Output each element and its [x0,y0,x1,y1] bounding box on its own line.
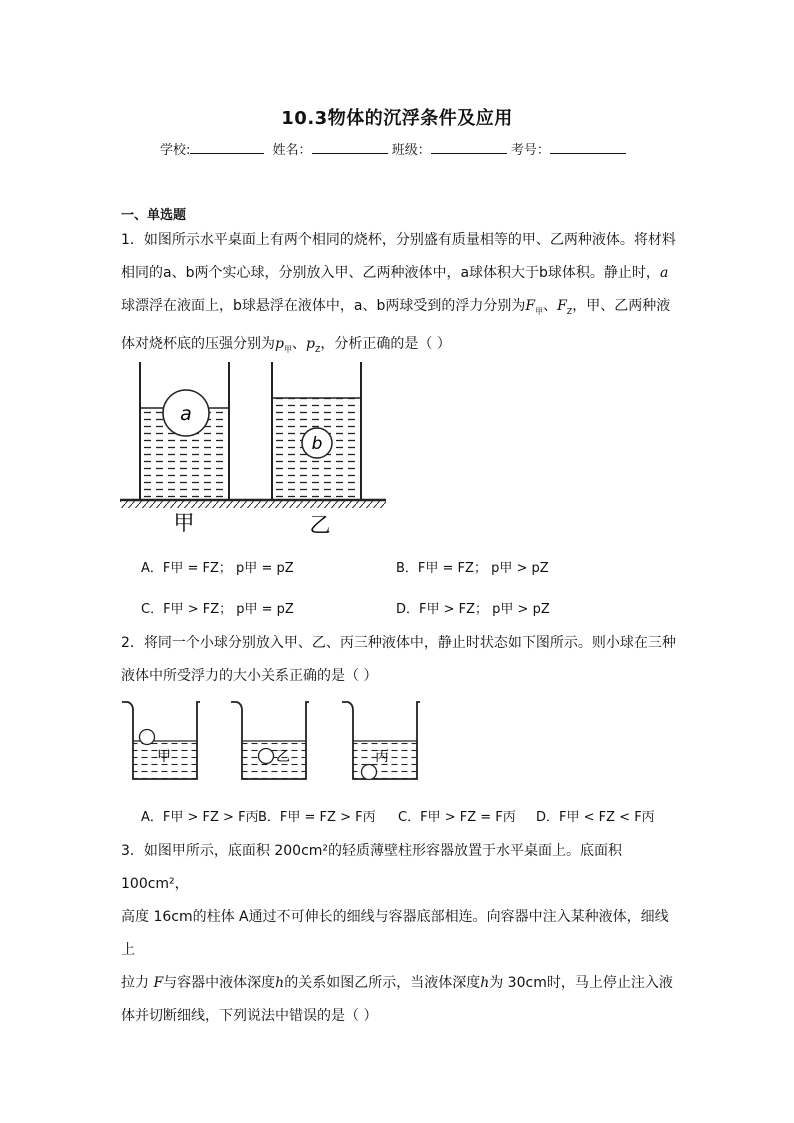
q2-option-a-label: A． [141,810,163,825]
name-label: 姓名： [272,143,312,158]
beaker-label-jia: 甲 [173,511,195,535]
q2-label-bing: 丙 [375,749,389,765]
exam-no-label: 考号： [510,143,550,158]
q1-line-3-text: 球漂浮在液面上，b球悬浮在液体中，a、b两球受到的浮力分别为 [121,298,526,314]
q1-sub-jia-2: 甲 [283,344,292,354]
q3-var-F: F [153,975,164,991]
q3-line-1: 3．如图甲所示，底面积 200cm²的轻质薄壁柱形容器放置于水平桌面上。底面积 100cm²， [121,843,623,892]
q1-option-d-text: F甲 > FZ； p甲 > pZ [419,602,550,617]
q1-beaker-figure [118,360,390,538]
q2-ball-yi [259,749,274,764]
q1-option-d[interactable] [396,598,550,617]
ball-a-label: a [180,403,192,425]
ball-b-label: b [311,434,323,454]
q3-line-3-mid2: 的关系如图乙所示，当液体深度 [284,975,481,991]
q2-option-d-label: D． [536,810,560,825]
class-label: 班级： [391,143,431,158]
q2-option-d-text: F甲 < FZ < F丙 [559,810,655,825]
q2-option-a-text: F甲 > FZ > F丙 [162,810,259,825]
school-blank[interactable] [190,140,264,154]
q1-var-p2: p [305,335,315,352]
q3-line-4: 体并切断细线，下列说法中错误的是（ ） [121,1008,378,1024]
q1-sub-yi: Z [566,306,573,316]
q3-line-3-text: 拉力 [121,975,154,991]
q1-var-p1: p [275,335,284,352]
q2-ball-jia [140,730,155,745]
school-label: 学校: [160,143,191,158]
section-title: 一、单选题 [121,208,187,223]
q1-option-c-label: C． [141,602,164,617]
q1-line-4-tail: ，分析正确的是（ ） [320,335,451,352]
page-title: 10.3物体的沉浮条件及应用 [281,108,513,129]
q2-option-b[interactable] [258,806,376,825]
q2-option-c[interactable] [398,806,516,825]
q3-var-h-2: h [480,975,490,991]
q2-label-yi: 乙 [276,749,290,765]
q1-line-3-tail: ，甲、乙两种液 [572,298,671,314]
q2-option-a[interactable] [141,806,259,825]
q2-option-b-label: B． [258,810,280,825]
q1-sep-2: 、 [291,335,306,352]
table-hatch [120,501,386,508]
q1-sub-jia: 甲 [535,306,544,316]
exam-no-blank[interactable] [550,140,626,154]
q2-ball-bing [362,765,377,780]
q1-line-1: 1．如图所示水平桌面上有两个相同的烧杯，分别盛有质量相等的甲、乙两种液体。将材料 [121,232,676,248]
q1-line-2-text: 相同的a、b两个实心球，分别放入甲、乙两种液体中，a球体积大于b球体积。静止时， [121,265,660,281]
q1-option-b-text: F甲 = FZ； p甲 > pZ [417,561,549,576]
q1-var-F2: F [557,298,567,314]
q1-option-b[interactable] [396,557,549,576]
q1-var-a: a [659,265,669,281]
q1-option-d-label: D． [396,602,420,617]
q2-option-c-label: C． [398,810,421,825]
question-2 [121,627,681,693]
q1-option-a-text: F甲 = FZ； p甲 = pZ [162,561,294,576]
q3-line-3-mid: 与容器中液体深度 [163,975,276,991]
q3-line-3-tail: 为 30cm时，马上停止注入液 [489,975,673,991]
q1-option-b-label: B． [396,561,418,576]
q2-option-c-text: F甲 > FZ = F丙 [420,810,516,825]
q1-line-2 [121,257,681,290]
q1-var-F1: F [525,298,536,314]
beaker-label-yi: 乙 [309,513,331,537]
q1-option-c[interactable] [141,598,294,617]
q1-option-a-label: A． [141,561,163,576]
q3-var-h: h [275,975,285,991]
q2-line-2: 液体中所受浮力的大小关系正确的是（ ） [121,668,378,684]
q1-line-4-text: 体对烧杯底的压强分别为 [121,335,275,352]
name-blank[interactable] [312,140,388,154]
class-blank[interactable] [431,140,507,154]
q1-line-3 [121,290,681,328]
q3-line-3 [121,967,681,1000]
q1-option-a[interactable] [141,557,294,576]
question-3 [121,835,681,1033]
q2-beaker-figure [120,698,410,784]
q2-label-jia: 甲 [157,749,171,765]
q3-line-2: 高度 16cm的柱体 A通过不可伸长的细线与容器底部相连。向容器中注入某种液体，细线上 [121,909,669,958]
q2-line-1: 2．将同一个小球分别放入甲、乙、丙三种液体中，静止时状态如下图所示。则小球在三种 [121,635,676,651]
q2-liquid-yi [242,741,306,779]
q2-option-d[interactable] [536,806,655,825]
student-info-line [160,139,626,158]
q2-option-b-text: F甲 = FZ > F丙 [279,810,376,825]
question-1 [121,224,681,366]
q1-option-c-text: F甲 > FZ； p甲 = pZ [163,602,294,617]
q1-sep: 、 [543,298,558,314]
q1-sub-yi-2: Z [314,344,321,354]
